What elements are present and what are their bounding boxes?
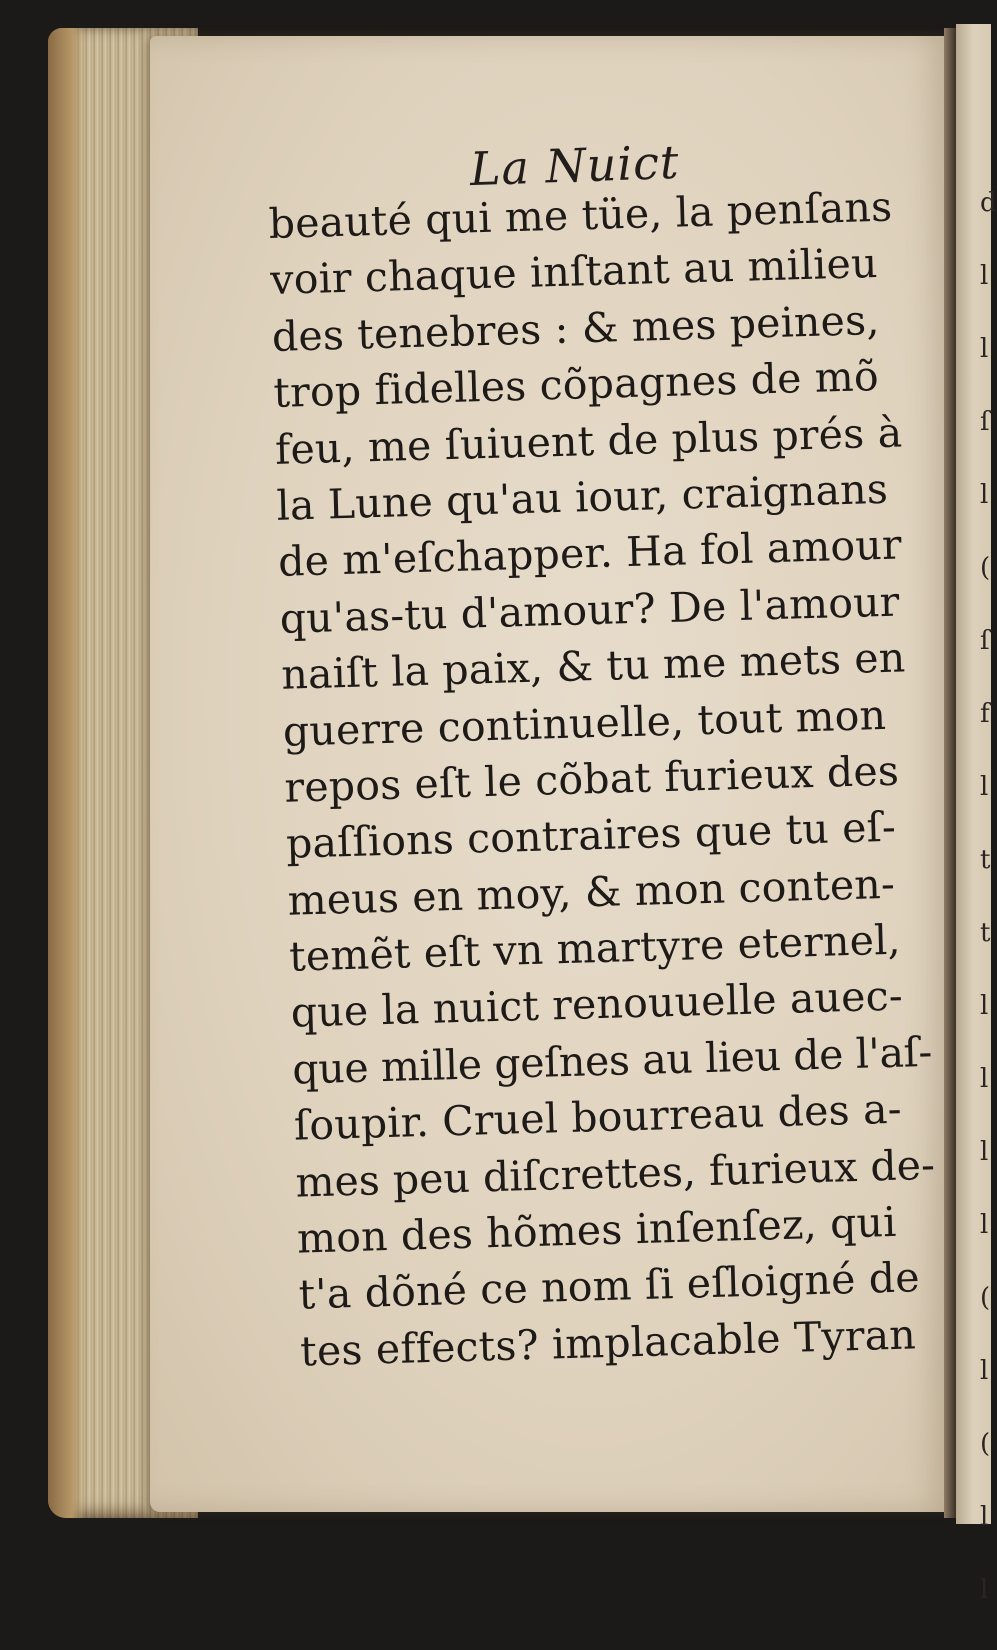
facing-glyph: t — [980, 845, 991, 875]
facing-glyph: ( — [980, 1283, 991, 1313]
text-line: que mille geſnes au lieu de l'aſ- — [291, 1027, 933, 1094]
facing-glyph: l — [980, 1575, 989, 1605]
book-gutter — [944, 28, 956, 1518]
text-line: beauté qui me tüe, la penſans — [268, 182, 893, 248]
text-line: mes peu diſcrettes, furieux de- — [294, 1140, 936, 1207]
facing-glyph: l — [980, 1502, 989, 1532]
facing-glyph: ſ — [980, 626, 990, 656]
text-line: guerre continuelle, tout mon — [282, 690, 887, 756]
text-line: voir chaque inſtant au milieu — [269, 239, 879, 305]
facing-glyph: ( — [980, 553, 991, 583]
text-line: des tenebres : & mes peines, — [271, 295, 881, 361]
text-line: mon des hõmes inſenſez, qui — [296, 1197, 898, 1263]
text-line: temẽt eſt vn martyre eternel, — [288, 915, 902, 981]
text-line: meus en moy, & mon conten- — [287, 859, 896, 925]
facing-page-glyphs — [980, 188, 997, 1650]
text-line: de m'eſchapper. Ha fol amour — [277, 520, 903, 587]
text-line: la Lune qu'au iour, craignans — [275, 464, 889, 530]
running-head: La Nuict — [469, 134, 681, 197]
text-line: que la nuict renouuelle auec- — [290, 972, 904, 1038]
facing-glyph: l — [980, 1210, 989, 1240]
page-text — [268, 178, 941, 1380]
facing-glyph: l — [980, 991, 989, 1021]
facing-glyph: ( — [980, 1429, 991, 1459]
text-line: naiſt la paix, & tu me mets en — [280, 633, 907, 699]
facing-glyph: l — [980, 772, 989, 802]
text-line: paſſions contraires que tu eſ- — [285, 803, 897, 869]
facing-glyph: l — [980, 334, 989, 364]
facing-glyph: l — [980, 1137, 989, 1167]
text-line: t'a dõné ce nom ſi eſloigné de — [298, 1253, 921, 1319]
text-line: feu, me ſuiuent de plus prés à — [274, 407, 903, 474]
text-line: ſoupir. Cruel bourreau des a- — [293, 1084, 903, 1150]
text-line: tes effects? implacable Tyran — [299, 1310, 917, 1376]
facing-glyph: t — [980, 918, 991, 948]
text-line: trop fidelles cõpagnes de mõ — [272, 352, 880, 418]
facing-glyph: f — [980, 699, 990, 729]
facing-glyph: l — [980, 261, 989, 291]
facing-glyph: ſ — [980, 407, 990, 437]
facing-glyph: l — [980, 1356, 989, 1386]
text-line: qu'as-tu d'amour? De l'amour — [279, 577, 901, 643]
facing-glyph: l — [980, 480, 989, 510]
facing-glyph: l — [980, 1064, 989, 1094]
text-line: repos eſt le cõbat furieux des — [283, 746, 900, 812]
facing-glyph: d — [980, 188, 997, 218]
